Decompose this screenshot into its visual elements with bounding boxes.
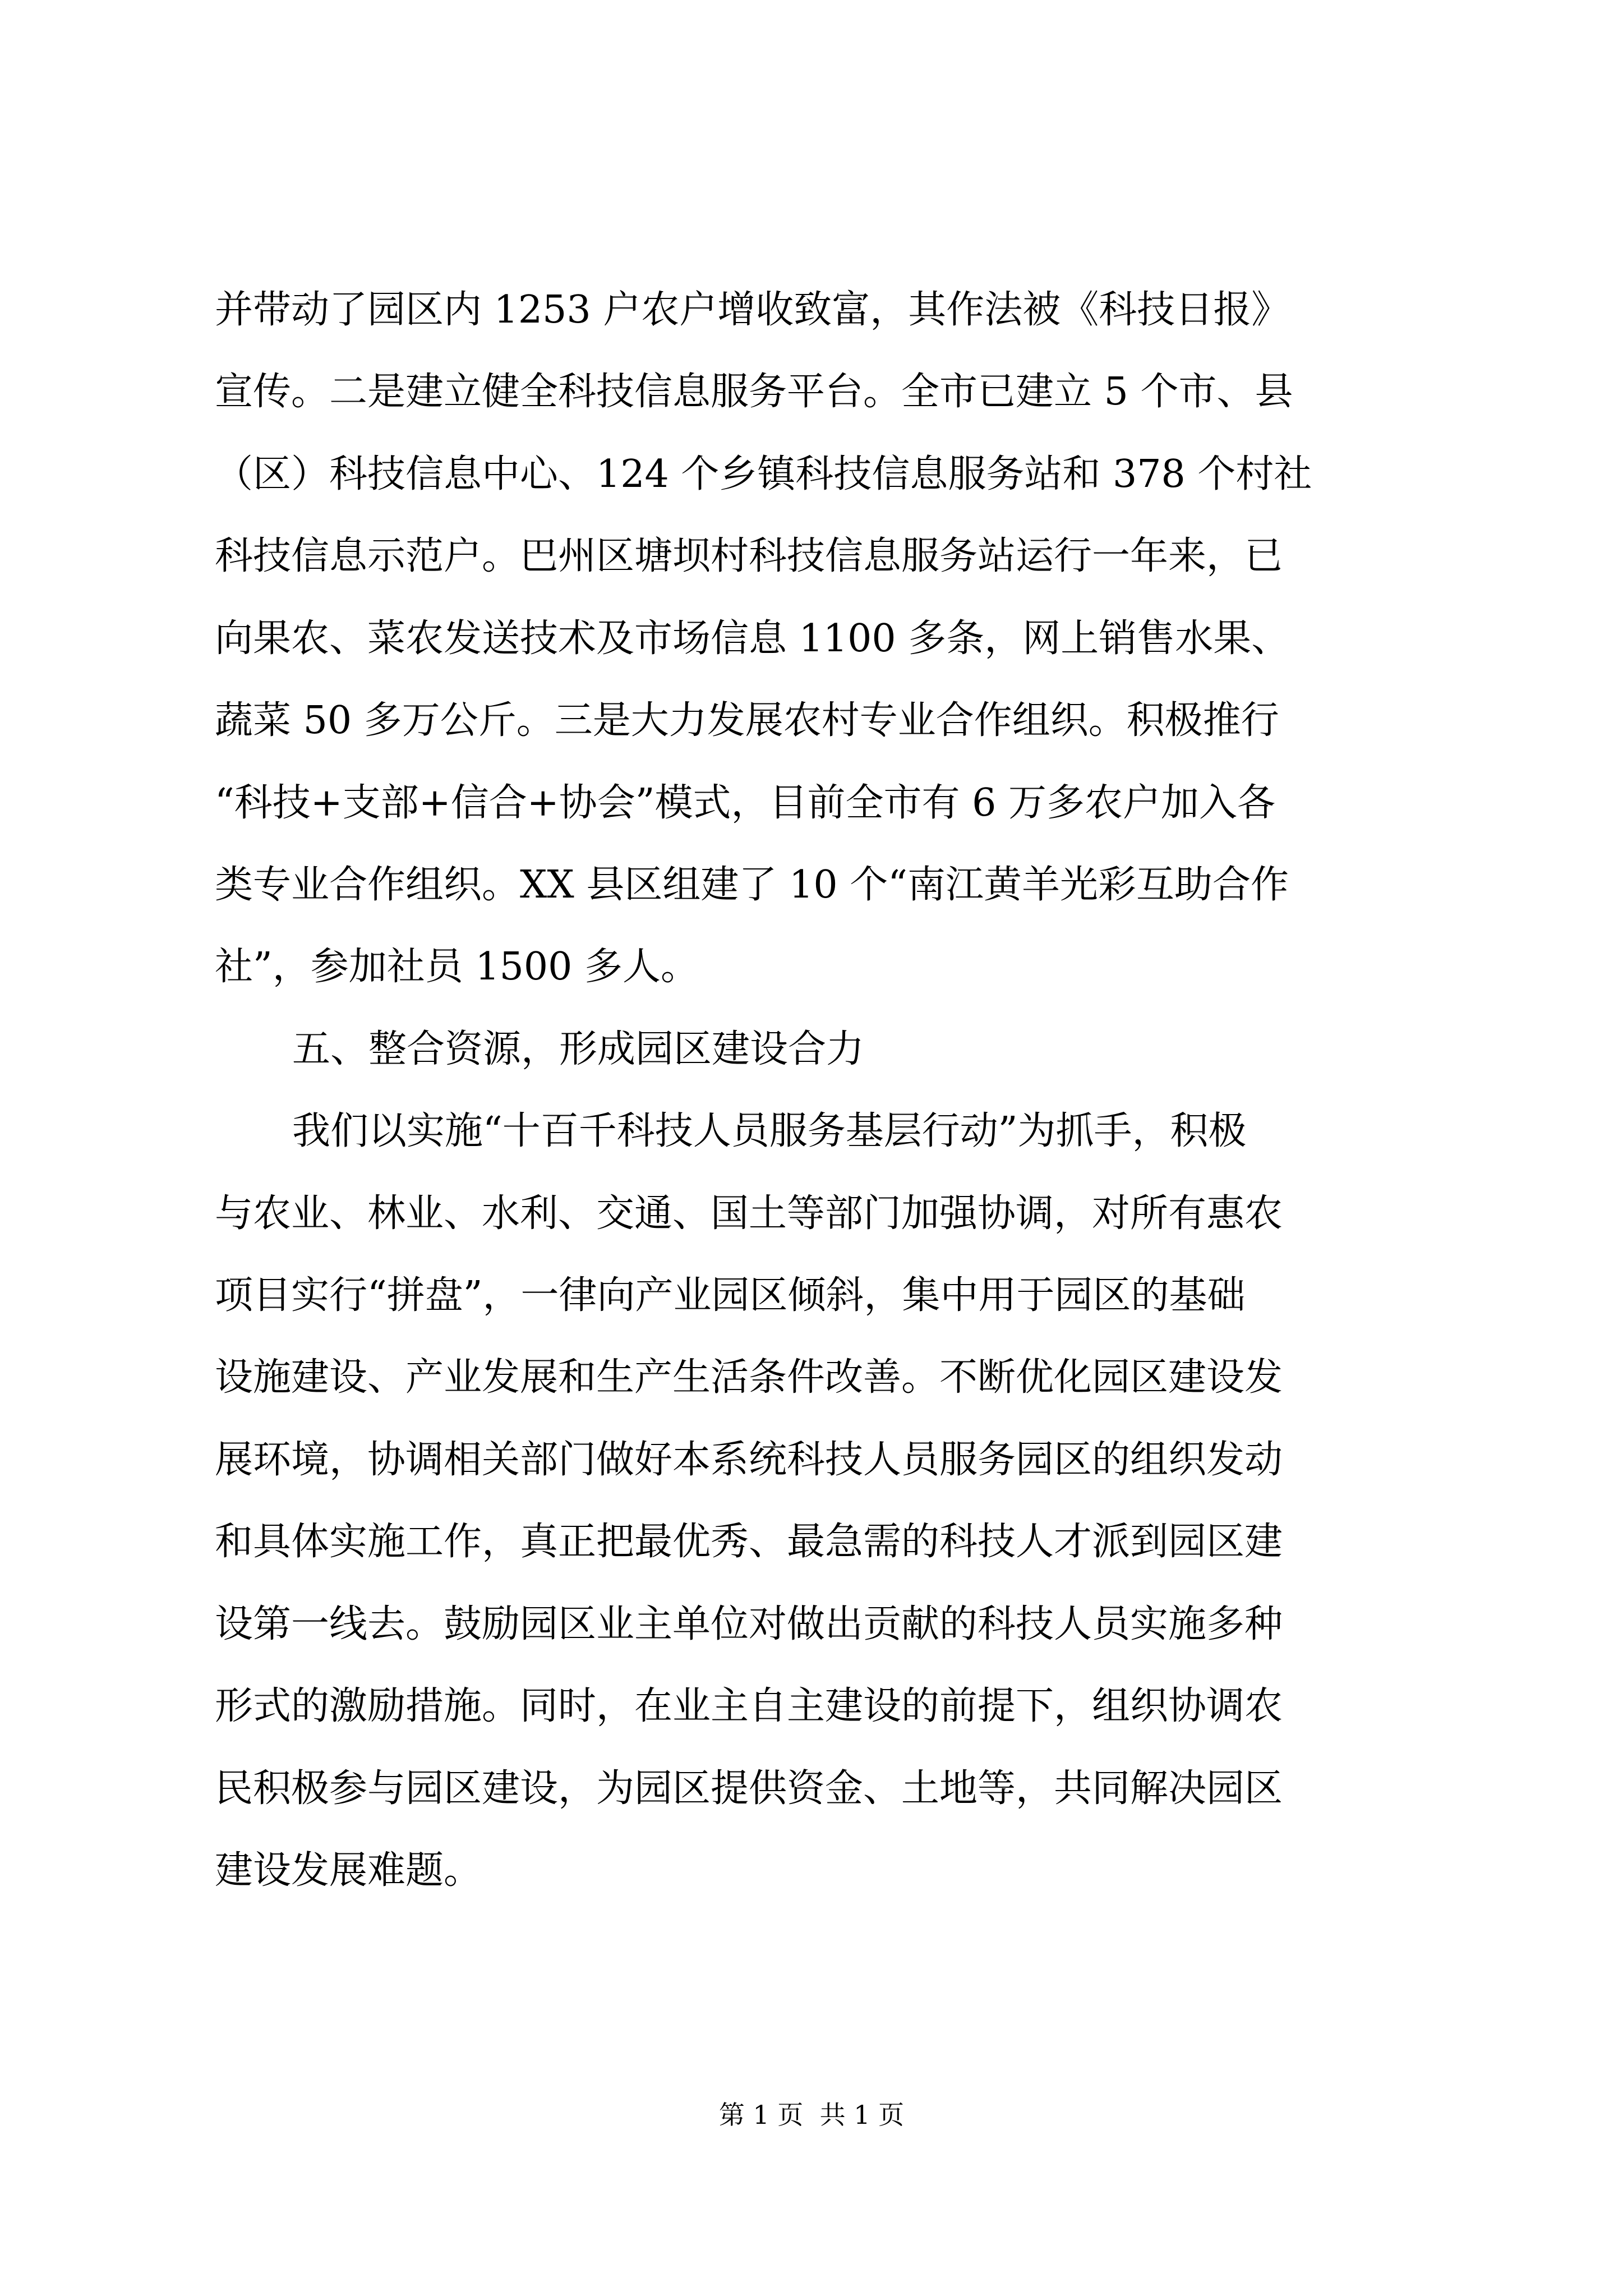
body-line: 与农业、林业、水利、交通、国土等部门加强协调，对所有惠农 bbox=[215, 1191, 1283, 1236]
page-footer: 第 1 页 共 1 页 bbox=[718, 2100, 905, 2130]
body-line: 向果农、菜农发送技术及市场信息 1100 多条，网上销售水果、 bbox=[215, 616, 1290, 661]
body-line: 建设发展难题。 bbox=[215, 1848, 482, 1893]
body-line: 项目实行“拼盘”，一律向产业园区倾斜，集中用于园区的基础 bbox=[215, 1273, 1246, 1318]
body-line: 并带动了园区内 1253 户农户增收致富，其作法被《科技日报》 bbox=[215, 288, 1290, 332]
body-line: （区）科技信息中心、124 个乡镇科技信息服务站和 378 个村社 bbox=[215, 452, 1312, 496]
body-line: 类专业合作组织。XX 县区组建了 10 个“南江黄羊光彩互助合作 bbox=[215, 863, 1289, 907]
body-line: “科技+支部+信合+协会”模式，目前全市有 6 万多农户加入各 bbox=[215, 781, 1275, 825]
body-line: 我们以实施“十百千科技人员服务基层行动”为抓手，积极 bbox=[292, 1109, 1247, 1153]
body-line: 蔬菜 50 多万公斤。三是大力发展农村专业合作组织。积极推行 bbox=[215, 698, 1279, 743]
body-line: 形式的激励措施。同时，在业主自主建设的前提下，组织协调农 bbox=[215, 1684, 1283, 1728]
body-line: 宣传。二是建立健全科技信息服务平台。全市已建立 5 个市、县 bbox=[215, 370, 1293, 414]
body-line: 设施建设、产业发展和生产生活条件改善。不断优化园区建设发 bbox=[215, 1355, 1283, 1400]
section-heading: 五、整合资源，形成园区建设合力 bbox=[292, 1027, 865, 1071]
body-line: 社”，参加社员 1500 多人。 bbox=[215, 945, 699, 989]
body-line: 设第一线去。鼓励园区业主单位对做出贡献的科技人员实施多种 bbox=[215, 1602, 1283, 1646]
body-line: 民积极参与园区建设，为园区提供资金、土地等，共同解决园区 bbox=[215, 1766, 1283, 1811]
body-line: 和具体实施工作，真正把最优秀、最急需的科技人才派到园区建 bbox=[215, 1520, 1283, 1564]
body-line: 科技信息示范户。巴州区塘坝村科技信息服务站运行一年来，已 bbox=[215, 534, 1283, 578]
body-line: 展环境，协调相关部门做好本系统科技人员服务园区的组织发动 bbox=[215, 1438, 1283, 1482]
